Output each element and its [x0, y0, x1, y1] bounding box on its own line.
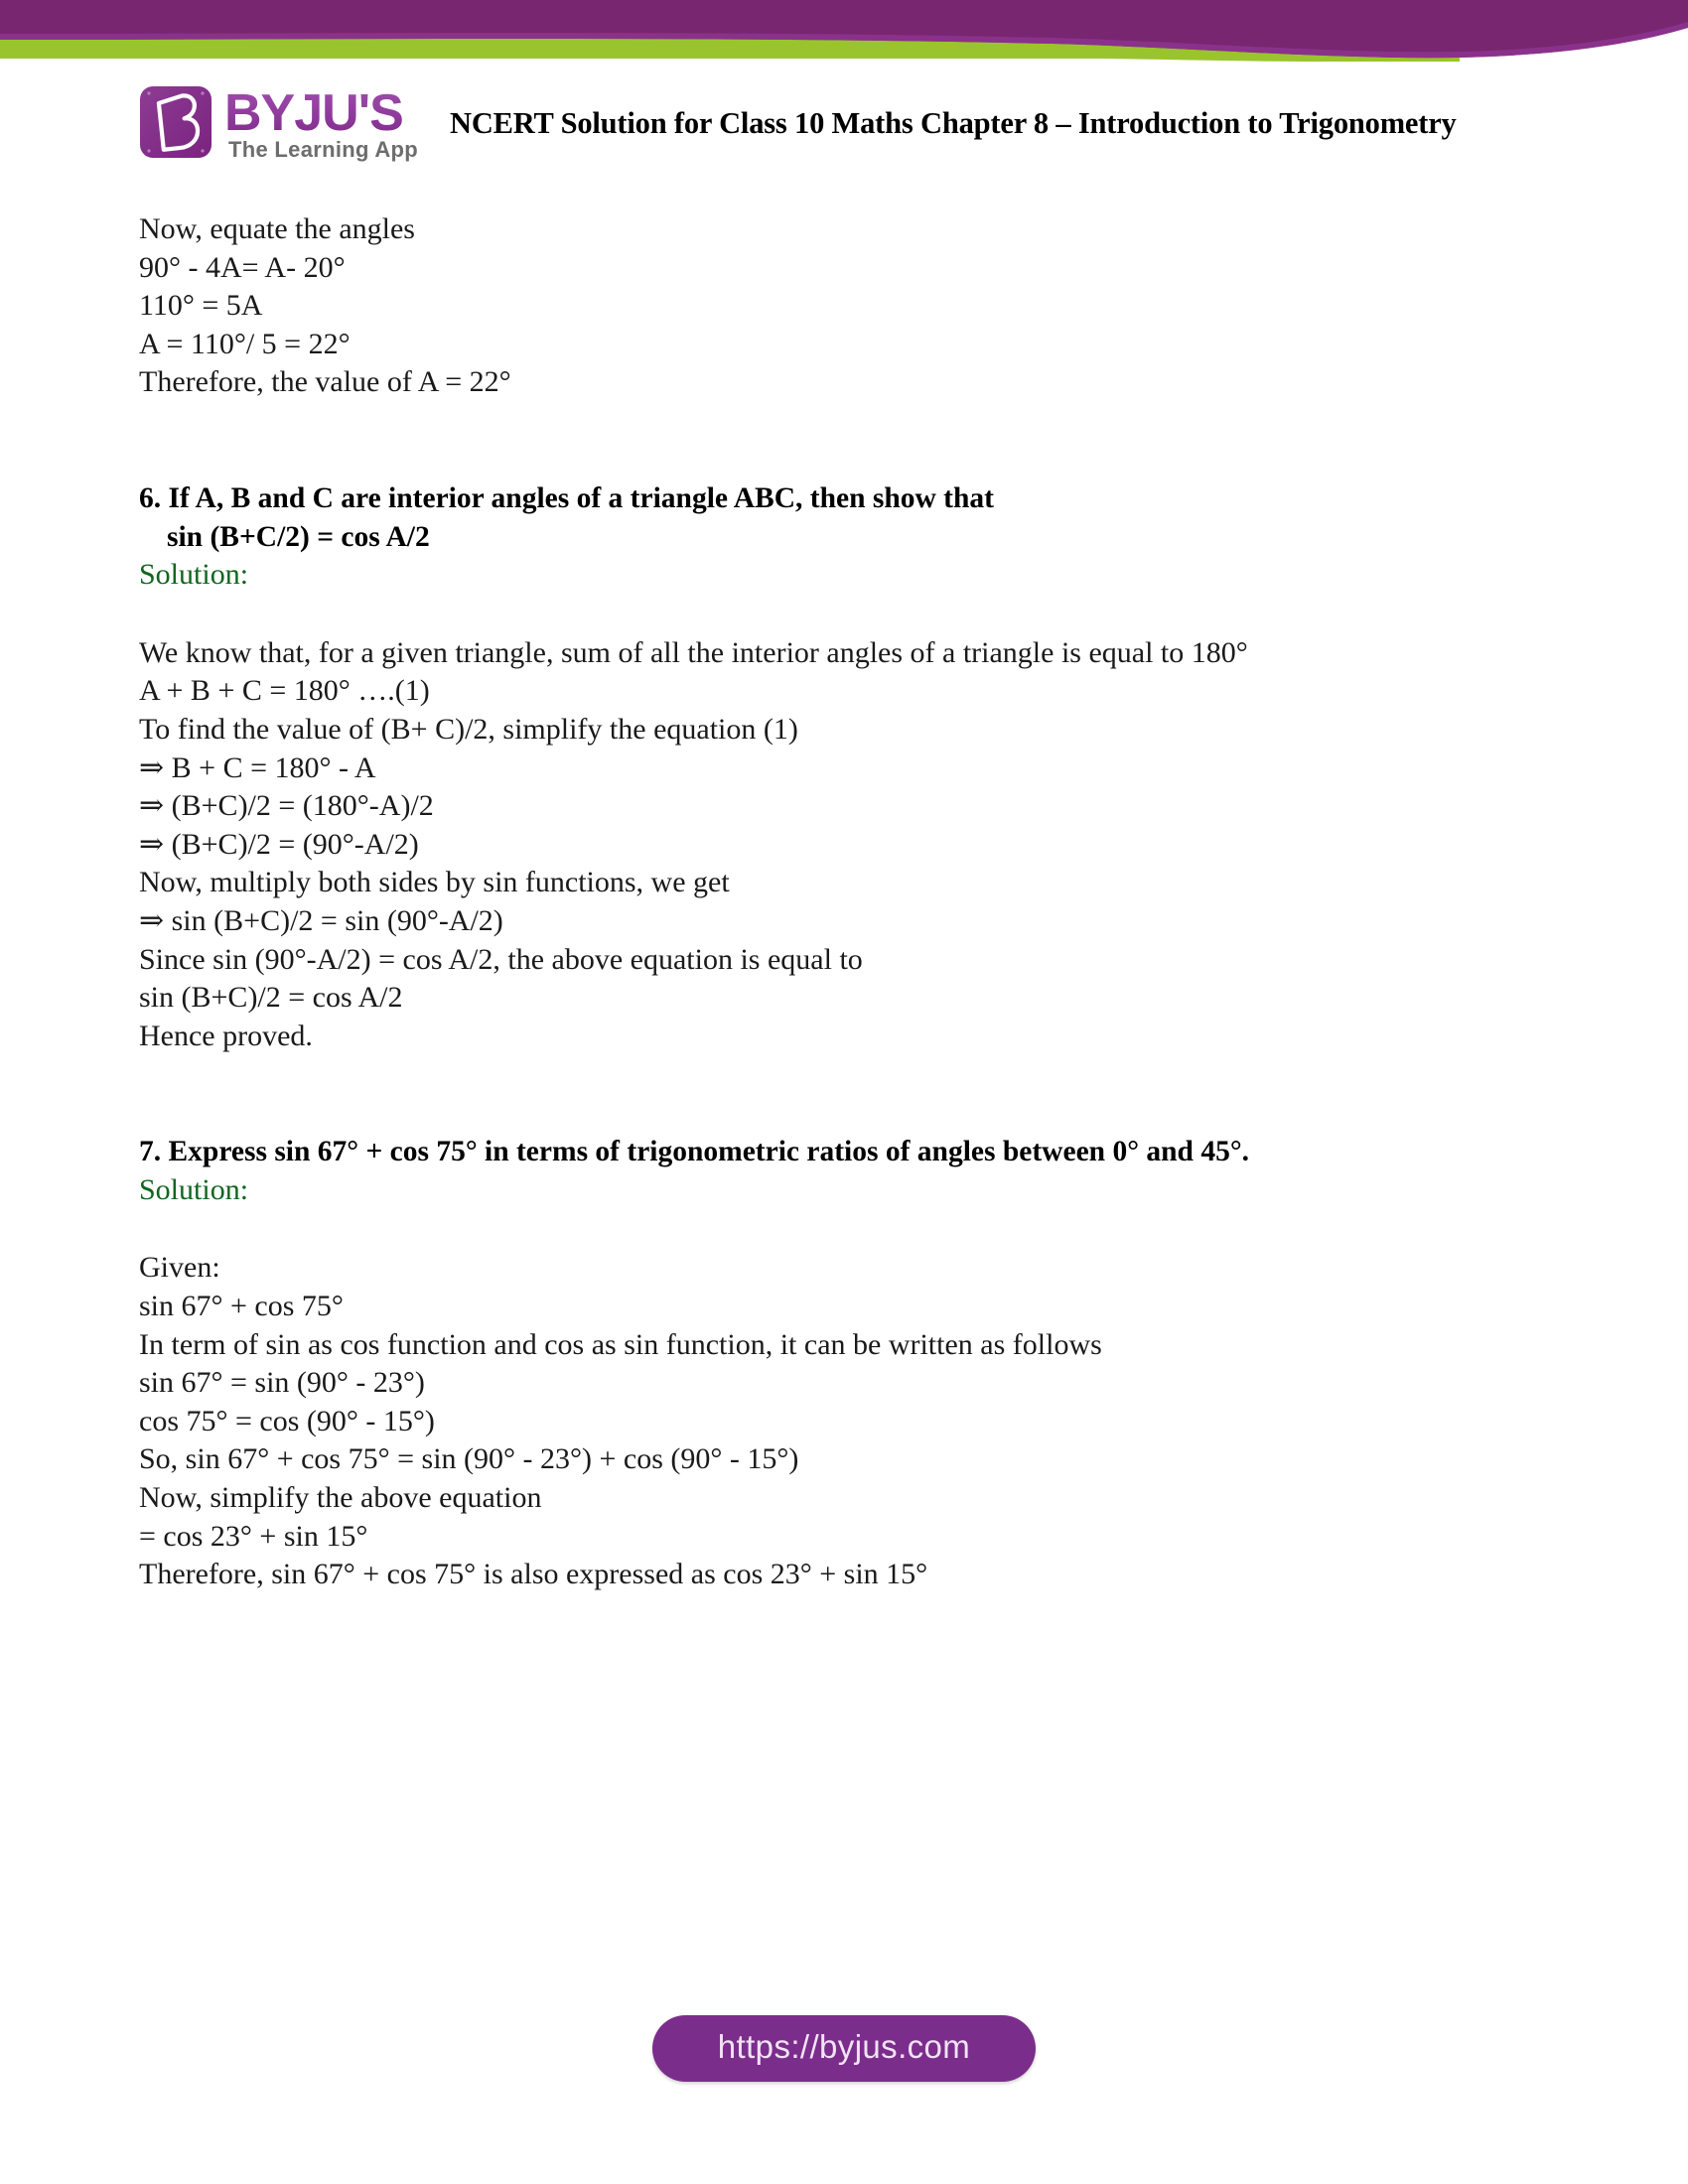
text-line: = cos 23° + sin 15°	[139, 1519, 368, 1553]
spacer	[139, 402, 1559, 479]
text-line: Hence proved.	[139, 1019, 313, 1052]
text-line: sin 67° = sin (90° - 23°)	[139, 1366, 425, 1400]
byjus-tagline: The Learning App	[228, 137, 418, 162]
text-line: A = 110°/ 5 = 22°	[139, 327, 351, 360]
spacer	[139, 1209, 1559, 1249]
text-line: ⇒ sin (B+C)/2 = sin (90°-A/2)	[139, 903, 503, 937]
page-title: NCERT Solution for Class 10 Maths Chapter 8 – Introduction to Trigonometry	[450, 105, 1457, 140]
byjus-url-button[interactable]: https://byjus.com	[652, 2015, 1036, 2082]
document-body	[139, 210, 1559, 1594]
byjus-b-logo-icon	[140, 86, 211, 158]
text-line: We know that, for a given triangle, sum of all the interior angles of a triangle is equal to 180°	[139, 635, 1248, 669]
byjus-wordmark: BYJU'S	[224, 84, 403, 142]
text-line: sin (B+C)/2 = cos A/2	[139, 981, 403, 1015]
question-block-7	[139, 1133, 1559, 1594]
text-line: Now, multiply both sides by sin functions, we get	[139, 866, 730, 899]
text-line: sin 67° + cos 75°	[139, 1290, 344, 1323]
text-line: 110° = 5A	[139, 289, 263, 323]
text-line: In term of sin as cos function and cos as sin function, it can be written as follows	[139, 1327, 1102, 1361]
solution-label: Solution:	[139, 558, 249, 592]
text-line: ⇒ (B+C)/2 = (180°-A)/2	[139, 789, 434, 823]
spacer	[139, 595, 1559, 634]
continued-solution-block	[139, 210, 1559, 402]
text-line: So, sin 67° + cos 75° = sin (90° - 23°) + cos (90° - 15°)	[139, 1442, 799, 1476]
spacer	[139, 1055, 1559, 1133]
question-heading-line: 6. If A, B and C are interior angles of a triangle ABC, then show that	[139, 481, 994, 514]
masthead	[139, 77, 1569, 167]
text-line: A + B + C = 180° ….(1)	[139, 674, 430, 708]
text-line: Therefore, the value of A = 22°	[139, 365, 511, 399]
text-line: To find the value of (B+ C)/2, simplify the equation (1)	[139, 712, 798, 746]
text-line: 90° - 4A= A- 20°	[139, 250, 346, 284]
byjus-logo[interactable]	[139, 78, 432, 166]
question-block-6	[139, 479, 1559, 1055]
solution-body-6	[139, 634, 1559, 1056]
question-heading-line: 7. Express sin 67° + cos 75° in terms of trigonometric ratios of angles between 0° and 45°.	[139, 1136, 1249, 1168]
text-line: Therefore, sin 67° + cos 75° is also expressed as cos 23° + sin 15°	[139, 1558, 928, 1591]
text-line: Given:	[139, 1251, 220, 1285]
text-line: Now, equate the angles	[139, 212, 415, 245]
question-heading-line: sin (B+C/2) = cos A/2	[167, 520, 430, 553]
text-line: Since sin (90°-A/2) = cos A/2, the above equation is equal to	[139, 942, 863, 976]
footer	[0, 2015, 1688, 2082]
solution-body-7	[139, 1249, 1559, 1593]
text-line: cos 75° = cos (90° - 15°)	[139, 1404, 435, 1437]
solution-label: Solution:	[139, 1172, 249, 1206]
text-line: ⇒ (B+C)/2 = (90°-A/2)	[139, 827, 419, 861]
text-line: ⇒ B + C = 180° - A	[139, 751, 376, 784]
text-line: Now, simplify the above equation	[139, 1481, 542, 1515]
